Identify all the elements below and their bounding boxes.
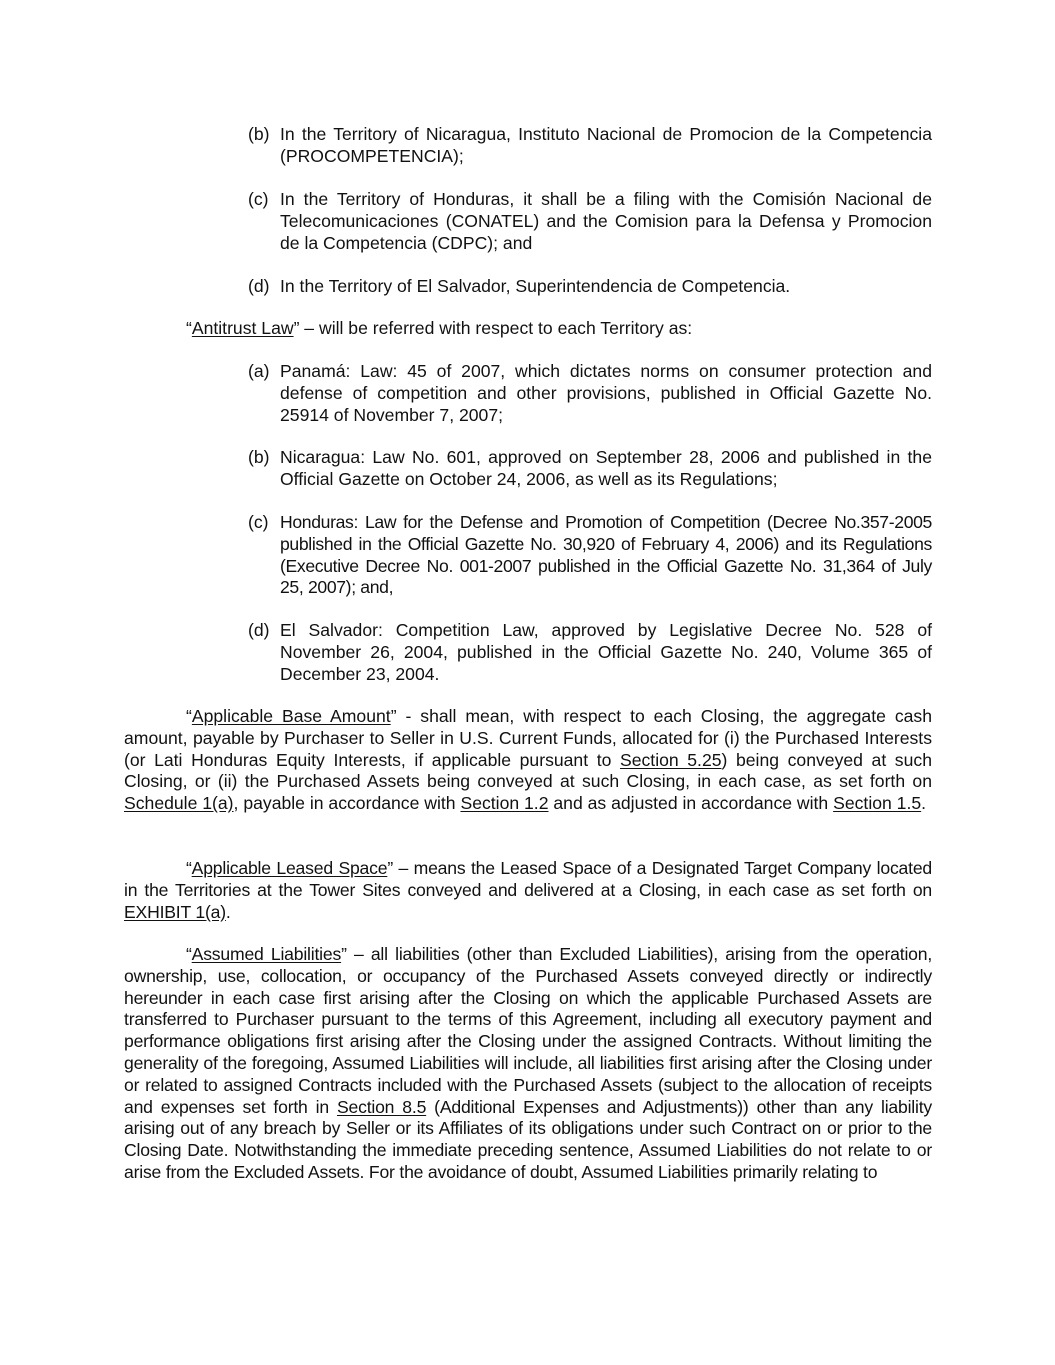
item-text: In the Territory of Honduras, it shall be a filing with the Comisión Nacional de Telecomunicaciones (CONATEL) and the Comision para la Defensa y Promocion de la Competencia (CDPC); and [280, 189, 932, 253]
antitrust-item-b [248, 447, 932, 491]
definition-applicable-leased-space: “Applicable Leased Space” – means the Leased Space of a Designated Target Company located in the Territories at the Tower Sites conveyed and delivered at a Closing, in each case as set forth on EXHIBIT 1(a). [124, 858, 932, 922]
defined-term: Antitrust Law [191, 318, 294, 338]
item-text: In the Territory of El Salvador, Superintendencia de Competencia. [280, 276, 791, 296]
item-text: Honduras: Law for the Defense and Promotion of Competition (Decree No.357-2005 published in the Official Gazette No. 30,920 of February 4, 2006) and its Regulations (Executive Decree No. 001-2007 published in the Official Gazette No. 31,364 of July 25, 2007); and, [280, 512, 932, 598]
schedule-reference: Schedule 1(a) [124, 793, 234, 814]
definition-applicable-base-amount: “Applicable Base Amount” - shall mean, with respect to each Closing, the aggregate cash amount, payable by Purchaser to Seller in U.S. Current Funds, allocated for (i) the Purchased Interests (or Lati Honduras Equity Interests, if applicable pursuant to Section 5.25) being conveyed at such Closing, or (ii) the Purchased Assets being conveyed at such Closing, in each case, as set forth on Schedule 1(a), payable in accordance with Section 1.2 and as adjusted in accordance with Section 1.5. [124, 706, 932, 814]
section-reference: Section 1.2 [460, 793, 549, 814]
antitrust-item-a [248, 361, 932, 426]
authority-item-b [248, 124, 932, 168]
antitrust-item-d [248, 620, 932, 685]
item-label: (b) [248, 447, 270, 467]
item-text: El Salvador: Competition Law, approved by Legislative Decree No. 528 of November 26, 2004, published in the Official Gazette No. 240, Volume 365 of December 23, 2004. [280, 620, 932, 684]
item-text: Panamá: Law: 45 of 2007, which dictates norms on consumer protection and defense of competition and other provisions, published in Official Gazette No. 25914 of November 7, 2007; [280, 361, 932, 425]
item-text: Nicaragua: Law No. 601, approved on September 28, 2006 and published in the Official Gazette on October 24, 2006, as well as its Regulations; [280, 447, 932, 489]
definition-assumed-liabilities: “Assumed Liabilities” – all liabilities (other than Excluded Liabilities), arising from the operation, ownership, use, collocation, or occupancy of the Purchased Assets conveyed directly or indirectly hereunder in each case first arising after the Closing on which the applicable Purchased Assets are transferred to Purchaser pursuant to the terms of this Agreement, including all executory payment and performance obligations first arising after the Closing under the assigned Contracts. Without limiting the generality of the foregoing, Assumed Liabilities will include, all liabilities first arising after the Closing under or related to assigned Contracts included with the Purchased Assets (subject to the allocation of receipts and expenses set forth in Section 8.5 (Additional Expenses and Adjustments)) other than any liability arising out of any breach by Seller or its Affiliates of its obligations under such Contract on or prior to the Closing Date. Notwithstanding the immediate preceding sentence, Assumed Liabilities do not relate to or arise from the Excluded Assets. For the avoidance of doubt, Assumed Liabilities primarily relating to [124, 944, 933, 1182]
exhibit-reference: EXHIBIT 1(a) [124, 901, 226, 922]
authority-item-d [248, 276, 932, 298]
definition-antitrust-law: “Antitrust Law” – will be referred with respect to each Territory as: [186, 318, 693, 338]
authority-item-c [248, 189, 932, 254]
item-text: In the Territory of Nicaragua, Instituto Nacional de Promocion de la Competencia (PROCOMPETENCIA); [280, 124, 932, 166]
item-label: (a) [248, 361, 270, 381]
defined-term: Applicable Leased Space [191, 858, 388, 878]
section-reference: Section 8.5 [336, 1096, 427, 1117]
antitrust-item-c [248, 512, 932, 599]
item-label: (d) [248, 620, 270, 640]
defined-term: Applicable Base Amount [191, 706, 391, 726]
item-label: (b) [248, 124, 270, 144]
item-label: (c) [248, 189, 269, 209]
section-reference: Section 1.5 [833, 793, 922, 814]
section-reference: Section 5.25 [619, 749, 722, 770]
item-label: (c) [248, 512, 269, 532]
defined-term: Assumed Liabilities [191, 944, 342, 964]
item-label: (d) [248, 276, 270, 296]
